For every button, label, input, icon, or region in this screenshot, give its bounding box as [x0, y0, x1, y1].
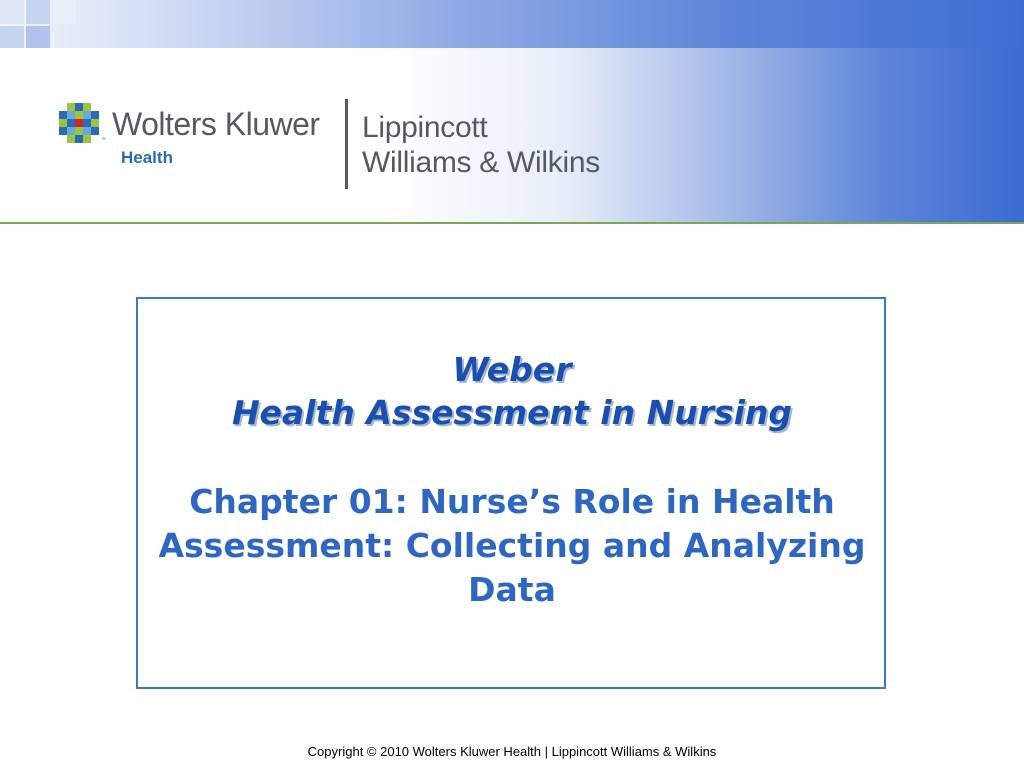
chapter-title: Chapter 01: Nurse’s Role in Health Assessment: Collecting and Analyzing Data [158, 482, 866, 609]
logo-brand-name: Wolters Kluwer [112, 106, 320, 142]
author-name: Weber [452, 350, 572, 389]
top-gradient-strip [0, 0, 1024, 48]
book-title: Health Assessment in Nursing [231, 393, 793, 432]
logo-division-name: Health [121, 148, 173, 167]
trademark-symbol: ™ [101, 137, 106, 143]
publisher-line-1: Lippincott [362, 111, 488, 144]
publisher-line-2: Williams & Wilkins [362, 146, 600, 179]
copyright-footer: Copyright © 2010 Wolters Kluwer Health | Lippincott Williams & Wilkins [307, 744, 717, 759]
logo-divider [345, 99, 348, 189]
header-divider-line [0, 222, 1024, 224]
publisher-name [362, 110, 600, 180]
corner-squares-decoration [0, 0, 80, 48]
wolters-kluwer-logo-icon [56, 101, 102, 147]
